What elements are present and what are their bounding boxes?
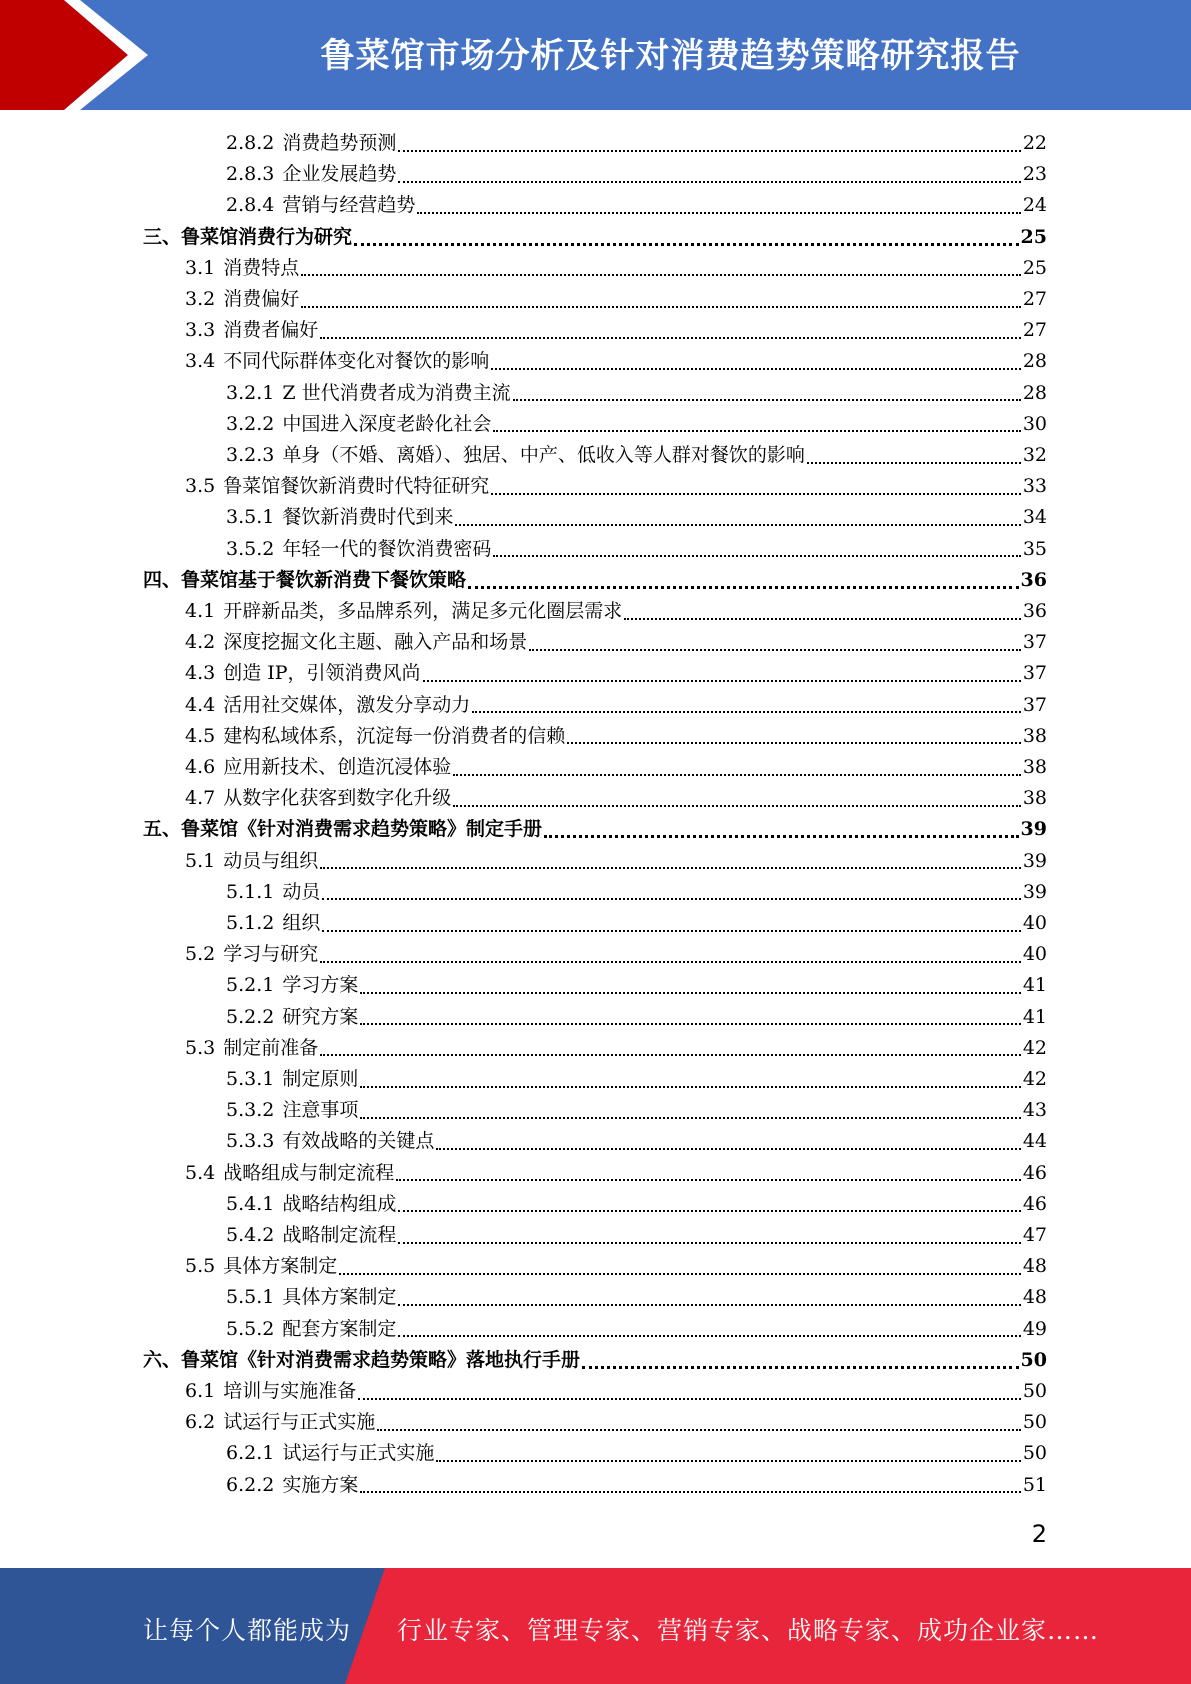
toc-entry[interactable] [143, 565, 1047, 596]
toc-dot-leader [322, 898, 1020, 900]
toc-entry[interactable] [185, 690, 1047, 721]
toc-entry-page: 41 [1022, 974, 1047, 997]
toc-entry-title: 消费趋势预测 [282, 132, 397, 154]
toc-entry-page: 46 [1022, 1192, 1047, 1215]
toc-entry[interactable] [226, 1095, 1047, 1126]
toc-dot-leader [301, 274, 1021, 276]
toc-dot-leader [472, 711, 1021, 713]
toc-entry-page: 24 [1022, 194, 1047, 217]
toc-entry-page: 38 [1022, 724, 1047, 747]
toc-entry[interactable] [185, 1376, 1047, 1407]
toc-entry[interactable] [185, 284, 1047, 315]
toc-entry-page: 51 [1022, 1473, 1047, 1496]
toc-dot-leader [398, 1304, 1020, 1306]
toc-entry-number: 5.1.2 [226, 912, 275, 934]
toc-entry-page: 48 [1022, 1286, 1047, 1309]
toc-dot-leader [624, 618, 1021, 620]
toc-entry-number: 4.5 [185, 724, 216, 747]
toc-dot-leader [360, 1491, 1020, 1493]
document-title: 鲁菜馆市场分析及针对消费趋势策略研究报告 [320, 36, 1021, 76]
toc-entry-page: 48 [1022, 1255, 1047, 1278]
toc-entry-title: 企业发展趋势 [282, 163, 397, 186]
toc-dot-leader [398, 150, 1020, 152]
toc-entry[interactable] [226, 1470, 1047, 1501]
toc-entry[interactable] [185, 846, 1047, 877]
toc-entry-title: 营销与经营趋势 [282, 194, 416, 217]
toc-entry[interactable] [143, 1345, 1047, 1376]
toc-dot-leader [423, 680, 1021, 682]
toc-entry-page: 27 [1022, 288, 1047, 310]
toc-entry-page: 23 [1022, 163, 1047, 186]
toc-entry-number: 5.4 [185, 1161, 216, 1184]
toc-entry[interactable] [226, 440, 1047, 471]
toc-entry-title: 有效战略的关键点 [282, 1130, 435, 1153]
toc-dot-leader [493, 430, 1020, 432]
toc-entry[interactable] [226, 908, 1047, 939]
footer-slogan-right: 行业专家、管理专家、营销专家、战略专家、成功企业家…… [397, 1616, 1100, 1645]
toc-entry[interactable] [226, 1282, 1047, 1313]
toc-entry-title: 配套方案制定 [282, 1317, 397, 1340]
toc-entry-number: 5.1 [185, 849, 216, 872]
toc-entry-page: 35 [1022, 537, 1047, 560]
toc-entry-title: 战略结构组成 [282, 1192, 397, 1215]
toc-entry-number: 3.5.1 [226, 506, 275, 529]
toc-entry-page: 40 [1022, 943, 1047, 966]
toc-entry-number: 4.7 [185, 787, 216, 810]
toc-entry-title: Z 世代消费者成为消费主流 [282, 381, 511, 404]
toc-entry-title: 制定原则 [282, 1068, 359, 1090]
toc-entry-title: 消费特点 [223, 256, 300, 279]
toc-entry-number: 4.2 [185, 631, 216, 654]
toc-dot-leader [513, 399, 1021, 401]
toc-entry-title: 创造 IP，引领消费风尚 [223, 662, 421, 685]
toc-entry-page: 47 [1022, 1224, 1047, 1246]
toc-entry-page: 28 [1022, 381, 1047, 404]
toc-entry[interactable] [185, 752, 1047, 783]
toc-dot-leader [491, 368, 1021, 370]
toc-entry-title: 建构私域体系，沉淀每一份消费者的信赖 [223, 724, 566, 747]
toc-dot-leader [453, 805, 1021, 807]
toc-entry-page: 50 [1020, 1348, 1047, 1371]
toc-entry[interactable] [185, 939, 1047, 970]
toc-entry[interactable] [185, 783, 1047, 814]
toc-entry-page: 25 [1022, 256, 1047, 279]
toc-entry-page: 37 [1022, 693, 1047, 716]
toc-entry[interactable] [185, 315, 1047, 346]
toc-entry-number: 5.5 [185, 1255, 216, 1278]
toc-dot-leader [544, 835, 1019, 838]
toc-entry-page: 37 [1022, 631, 1047, 654]
toc-entry-number: 4.3 [185, 662, 216, 685]
toc-entry[interactable] [185, 721, 1047, 752]
toc-entry-number: 4.4 [185, 693, 216, 716]
toc-entry-number: 2.8.2 [226, 132, 275, 154]
toc-dot-leader [360, 1117, 1020, 1119]
toc-entry-number: 3.2 [185, 288, 216, 310]
toc-dot-leader [320, 1054, 1021, 1056]
toc-entry-page: 34 [1022, 506, 1047, 529]
toc-dot-leader [398, 1210, 1020, 1212]
toc-entry[interactable] [226, 1314, 1047, 1345]
toc-entry[interactable] [226, 877, 1047, 908]
toc-entry[interactable] [185, 1158, 1047, 1189]
toc-entry-number: 5.2 [185, 943, 216, 966]
toc-dot-leader [354, 243, 1019, 246]
toc-entry-page: 27 [1022, 319, 1047, 342]
page-number: 2 [1031, 1520, 1047, 1548]
toc-entry[interactable] [185, 627, 1047, 658]
toc-entry[interactable] [226, 378, 1047, 409]
toc-entry-page: 28 [1022, 350, 1047, 373]
toc-dot-leader [491, 493, 1021, 495]
toc-dot-leader [358, 1398, 1021, 1400]
footer-slogan-left: 让每个人都能成为 [143, 1616, 352, 1645]
toc-entry-page: 37 [1022, 662, 1047, 685]
toc-entry-page: 38 [1022, 787, 1047, 810]
toc-entry-number: 3.2.3 [226, 444, 275, 466]
toc-entry-number: 3.2.1 [226, 381, 275, 404]
toc-dot-leader [493, 555, 1020, 557]
toc-entry-number: 6.1 [185, 1380, 216, 1402]
page-footer [0, 1568, 1191, 1684]
toc-entry-title: 具体方案制定 [282, 1286, 397, 1309]
toc-entry[interactable] [185, 596, 1047, 627]
toc-entry-number: 6.2.1 [226, 1442, 275, 1465]
toc-entry-title: 年轻一代的餐饮消费密码 [282, 537, 492, 560]
toc-entry-title: 四、鲁菜馆基于餐饮新消费下餐饮策略 [143, 568, 467, 591]
toc-dot-leader [377, 1429, 1021, 1431]
toc-entry-title: 注意事项 [282, 1099, 359, 1122]
toc-dot-leader [453, 774, 1021, 776]
toc-entry-number: 2.8.4 [226, 194, 275, 217]
toc-entry[interactable] [185, 1251, 1047, 1282]
toc-entry-title: 三、鲁菜馆消费行为研究 [143, 225, 353, 248]
toc-entry-title: 研究方案 [282, 1005, 359, 1028]
toc-entry-title: 消费者偏好 [223, 319, 319, 342]
toc-entry-number: 2.8.3 [226, 163, 275, 186]
toc-entry-number: 3.3 [185, 319, 216, 342]
toc-entry-number: 5.4.2 [226, 1224, 275, 1246]
toc-entry[interactable] [226, 190, 1047, 221]
toc-entry-number: 5.3.1 [226, 1068, 275, 1090]
toc-entry-number: 5.5.2 [226, 1317, 275, 1340]
toc-entry-number: 5.5.1 [226, 1286, 275, 1309]
toc-entry[interactable] [226, 1438, 1047, 1469]
toc-dot-leader [320, 337, 1021, 339]
toc-entry[interactable] [185, 253, 1047, 284]
toc-entry-title: 试运行与正式实施 [282, 1442, 435, 1465]
toc-entry-page: 50 [1022, 1442, 1047, 1465]
toc-entry-page: 22 [1022, 132, 1047, 154]
toc-dot-leader [398, 181, 1020, 183]
toc-entry-title: 从数字化获客到数字化升级 [223, 787, 452, 810]
toc-entry-number: 4.6 [185, 756, 216, 778]
toc-entry-number: 3.5.2 [226, 537, 275, 560]
toc-dot-leader [320, 961, 1021, 963]
toc-entry-page: 43 [1022, 1099, 1047, 1122]
toc-entry-number: 6.2.2 [226, 1473, 275, 1496]
toc-dot-leader [396, 1179, 1021, 1181]
toc-entry-title: 动员 [282, 880, 321, 903]
toc-dot-leader [301, 306, 1021, 308]
toc-dot-leader [360, 1023, 1020, 1025]
toc-entry-title: 鲁菜馆餐饮新消费时代特征研究 [223, 475, 490, 498]
toc-dot-leader [322, 930, 1020, 932]
toc-entry-title: 深度挖掘文化主题、融入产品和场景 [223, 631, 528, 654]
toc-entry[interactable] [226, 409, 1047, 440]
toc-entry-title: 五、鲁菜馆《针对消费需求趋势策略》制定手册 [143, 818, 543, 841]
toc-entry-page: 46 [1022, 1161, 1047, 1184]
toc-dot-leader [360, 992, 1020, 994]
toc-entry-title: 培训与实施准备 [223, 1380, 357, 1402]
toc-dot-leader [398, 1335, 1020, 1337]
toc-entry-page: 36 [1020, 568, 1047, 591]
toc-entry-number: 5.2.2 [226, 1005, 275, 1028]
toc-entry[interactable] [185, 1407, 1047, 1438]
toc-entry-number: 3.1 [185, 256, 216, 279]
toc-entry-page: 39 [1022, 880, 1047, 903]
toc-entry-title: 学习方案 [282, 974, 359, 997]
header-arrow-decoration [0, 0, 160, 110]
toc-dot-leader [320, 867, 1021, 869]
toc-entry-title: 开辟新品类，多品牌系列，满足多元化圈层需求 [223, 600, 623, 622]
toc-entry-page: 25 [1020, 225, 1047, 248]
toc-entry-number: 5.1.1 [226, 880, 275, 903]
toc-entry-page: 39 [1020, 818, 1047, 841]
toc-entry[interactable] [226, 159, 1047, 190]
toc-entry[interactable] [185, 658, 1047, 689]
toc-dot-leader [436, 1148, 1020, 1150]
toc-entry-title: 动员与组织 [223, 849, 319, 872]
toc-entry-title: 组织 [282, 912, 321, 934]
toc-entry-page: 33 [1022, 475, 1047, 498]
toc-entry-number: 4.1 [185, 600, 216, 622]
toc-entry-page: 42 [1022, 1068, 1047, 1090]
toc-entry[interactable] [143, 814, 1047, 845]
toc-entry-page: 36 [1022, 600, 1047, 622]
toc-entry[interactable] [226, 1189, 1047, 1220]
toc-dot-leader [417, 212, 1020, 214]
toc-entry-number: 5.3.3 [226, 1130, 275, 1153]
toc-entry[interactable] [226, 1220, 1047, 1251]
page-header [0, 0, 1191, 110]
toc-entry[interactable] [226, 502, 1047, 533]
toc-entry-title: 学习与研究 [223, 943, 319, 966]
toc-entry-title: 战略组成与制定流程 [223, 1161, 395, 1184]
toc-entry-title: 实施方案 [282, 1473, 359, 1496]
toc-entry-page: 30 [1022, 412, 1047, 435]
toc-entry-number: 6.2 [185, 1411, 216, 1434]
toc-entry-title: 单身（不婚、离婚）、独居、中产、低收入等人群对餐饮的影响 [282, 444, 805, 466]
toc-entry[interactable] [143, 222, 1047, 253]
toc-entry-number: 3.2.2 [226, 412, 275, 435]
toc-entry-page: 40 [1022, 912, 1047, 934]
toc-entry-page: 50 [1022, 1380, 1047, 1402]
toc-entry-number: 3.4 [185, 350, 216, 373]
toc-entry[interactable] [226, 1126, 1047, 1157]
toc-entry[interactable] [226, 1064, 1047, 1095]
toc-entry[interactable] [185, 346, 1047, 377]
toc-entry-title: 六、鲁菜馆《针对消费需求趋势策略》落地执行手册 [143, 1348, 581, 1371]
toc-entry-title: 应用新技术、创造沉浸体验 [223, 756, 452, 778]
toc-dot-leader [455, 524, 1020, 526]
toc-entry-title: 中国进入深度老龄化社会 [282, 412, 492, 435]
toc-entry-page: 50 [1022, 1411, 1047, 1434]
toc-dot-leader [807, 462, 1021, 464]
toc-entry-title: 具体方案制定 [223, 1255, 338, 1278]
toc-entry-title: 试运行与正式实施 [223, 1411, 376, 1434]
toc-dot-leader [468, 586, 1019, 589]
toc-entry[interactable] [185, 471, 1047, 502]
toc-entry-page: 38 [1022, 756, 1047, 778]
toc-entry[interactable] [226, 1002, 1047, 1033]
toc-entry-page: 49 [1022, 1317, 1047, 1340]
toc-dot-leader [529, 649, 1021, 651]
toc-entry[interactable] [226, 128, 1047, 159]
toc-entry-page: 32 [1022, 444, 1047, 466]
toc-entry[interactable] [226, 970, 1047, 1001]
toc-entry-number: 5.3.2 [226, 1099, 275, 1122]
toc-entry-title: 战略制定流程 [282, 1224, 397, 1246]
toc-entry-title: 消费偏好 [223, 288, 300, 310]
toc-entry-title: 不同代际群体变化对餐饮的影响 [223, 350, 490, 373]
toc-entry-page: 44 [1022, 1130, 1047, 1153]
toc-dot-leader [436, 1460, 1020, 1462]
toc-dot-leader [398, 1242, 1020, 1244]
toc-entry[interactable] [185, 1033, 1047, 1064]
toc-entry-number: 5.3 [185, 1036, 216, 1059]
toc-entry-page: 42 [1022, 1036, 1047, 1059]
toc-dot-leader [339, 1273, 1021, 1275]
toc-dot-leader [360, 1086, 1020, 1088]
toc-entry[interactable] [226, 534, 1047, 565]
toc-entry-page: 41 [1022, 1005, 1047, 1028]
toc-dot-leader [582, 1366, 1019, 1369]
toc-entry-number: 5.2.1 [226, 974, 275, 997]
toc-entry-title: 活用社交媒体，激发分享动力 [223, 693, 471, 716]
toc-entry-number: 5.4.1 [226, 1192, 275, 1215]
toc-dot-leader [567, 742, 1021, 744]
toc-entry-page: 39 [1022, 849, 1047, 872]
toc-entry-number: 3.5 [185, 475, 216, 498]
toc-entry-title: 制定前准备 [223, 1036, 319, 1059]
toc-entry-title: 餐饮新消费时代到来 [282, 506, 454, 529]
